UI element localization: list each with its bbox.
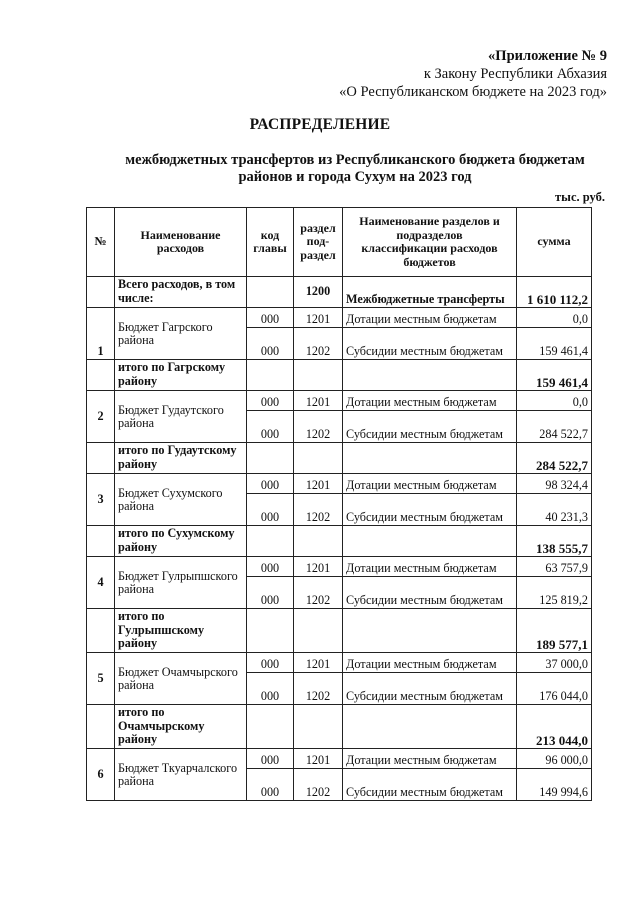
region-number: 5 (87, 653, 115, 705)
sum-cell: 176 044,0 (517, 673, 592, 705)
subtotal-section-cell (294, 443, 343, 474)
section-cell: 1202 (294, 328, 343, 360)
appendix-number: «Приложение № 9 (488, 48, 607, 64)
table-row (87, 308, 592, 328)
sum-cell: 0,0 (517, 308, 592, 328)
total-name: Всего расходов, в том числе: (115, 277, 247, 308)
section-cell: 1202 (294, 673, 343, 705)
subtotal-label: итого по Гагрскому району (115, 360, 247, 391)
subtotal-sum: 138 555,7 (517, 526, 592, 557)
section-name-cell: Дотации местным бюджетам (343, 653, 517, 673)
subtotal-num-cell (87, 526, 115, 557)
subtotal-code-cell (247, 609, 294, 653)
col-header-section-name: Наименование разделов и подразделов классификации расходов бюджетов (343, 208, 517, 277)
section-name-cell: Дотации местным бюджетам (343, 308, 517, 328)
code-cell: 000 (247, 673, 294, 705)
transfers-table (86, 207, 592, 801)
code-cell: 000 (247, 557, 294, 577)
total-section: 1200 (294, 277, 343, 308)
sum-cell: 98 324,4 (517, 474, 592, 494)
subtitle-line-2: районов и города Сухум на 2023 год (238, 169, 472, 185)
subtotal-label: итого по Сухумскому району (115, 526, 247, 557)
subtotal-code-cell (247, 705, 294, 749)
sum-cell: 0,0 (517, 391, 592, 411)
subtotal-row (87, 609, 592, 653)
total-row (87, 277, 592, 308)
table-row (87, 474, 592, 494)
region-number: 1 (87, 308, 115, 360)
subtotal-label: итого по Гулрыпшскому району (115, 609, 247, 653)
subtotal-label: итого по Гудаутскому району (115, 443, 247, 474)
code-cell: 000 (247, 391, 294, 411)
subtotal-code-cell (247, 526, 294, 557)
table-header-row (87, 208, 592, 277)
sum-cell: 37 000,0 (517, 653, 592, 673)
region-name: Бюджет Очамчырского района (115, 653, 247, 705)
section-cell: 1201 (294, 749, 343, 769)
section-name-cell: Дотации местным бюджетам (343, 749, 517, 769)
col-header-sum: сумма (517, 208, 592, 277)
section-name-cell: Субсидии местным бюджетам (343, 769, 517, 801)
subtotal-sum: 159 461,4 (517, 360, 592, 391)
table-row (87, 749, 592, 769)
section-name-cell: Субсидии местным бюджетам (343, 328, 517, 360)
section-cell: 1201 (294, 308, 343, 328)
section-cell: 1202 (294, 494, 343, 526)
section-cell: 1202 (294, 411, 343, 443)
subtotal-desc-cell (343, 443, 517, 474)
page-title: РАСПРЕДЕЛЕНИЕ (249, 116, 391, 133)
table-row (87, 653, 592, 673)
sum-cell: 63 757,9 (517, 557, 592, 577)
section-cell: 1201 (294, 474, 343, 494)
code-cell: 000 (247, 328, 294, 360)
code-cell: 000 (247, 411, 294, 443)
sum-cell: 40 231,3 (517, 494, 592, 526)
subtotal-desc-cell (343, 526, 517, 557)
section-name-cell: Дотации местным бюджетам (343, 474, 517, 494)
code-cell: 000 (247, 308, 294, 328)
subtotal-row (87, 526, 592, 557)
code-cell: 000 (247, 653, 294, 673)
code-cell: 000 (247, 494, 294, 526)
sum-cell: 284 522,7 (517, 411, 592, 443)
subtotal-row (87, 360, 592, 391)
region-name: Бюджет Гудаутского района (115, 391, 247, 443)
table-row (87, 557, 592, 577)
section-name-cell: Субсидии местным бюджетам (343, 673, 517, 705)
section-name-cell: Дотации местным бюджетам (343, 557, 517, 577)
subtotal-num-cell (87, 443, 115, 474)
subtitle-line-1: межбюджетных трансфертов из Республиканского бюджета бюджетам (125, 152, 585, 168)
section-cell: 1201 (294, 557, 343, 577)
code-cell: 000 (247, 577, 294, 609)
sum-cell: 159 461,4 (517, 328, 592, 360)
total-section-name: Межбюджетные трансферты (343, 277, 517, 308)
region-number: 3 (87, 474, 115, 526)
subtotal-sum: 284 522,7 (517, 443, 592, 474)
code-cell: 000 (247, 769, 294, 801)
subtotal-desc-cell (343, 609, 517, 653)
subtotal-sum: 189 577,1 (517, 609, 592, 653)
col-header-num: № (87, 208, 115, 277)
region-number: 2 (87, 391, 115, 443)
subtotal-num-cell (87, 360, 115, 391)
subtotal-section-cell (294, 705, 343, 749)
unit-label: тыс. руб. (555, 190, 605, 204)
subtotal-label: итого по Очамчырскому району (115, 705, 247, 749)
section-name-cell: Субсидии местным бюджетам (343, 411, 517, 443)
subtotal-num-cell (87, 609, 115, 653)
total-code-cell (247, 277, 294, 308)
region-number: 4 (87, 557, 115, 609)
subtotal-sum: 213 044,0 (517, 705, 592, 749)
section-cell: 1202 (294, 769, 343, 801)
subtotal-section-cell (294, 609, 343, 653)
code-cell: 000 (247, 749, 294, 769)
region-number: 6 (87, 749, 115, 801)
subtotal-section-cell (294, 526, 343, 557)
table-row (87, 391, 592, 411)
col-header-code: код главы (247, 208, 294, 277)
region-name: Бюджет Гулрыпшского района (115, 557, 247, 609)
subtotal-desc-cell (343, 705, 517, 749)
region-name: Бюджет Ткуарчалского района (115, 749, 247, 801)
subtotal-num-cell (87, 705, 115, 749)
subtotal-row (87, 443, 592, 474)
subtotal-desc-cell (343, 360, 517, 391)
section-cell: 1201 (294, 653, 343, 673)
col-header-section: раздел под-раздел (294, 208, 343, 277)
subtotal-code-cell (247, 443, 294, 474)
page-subtitle (100, 152, 610, 186)
sum-cell: 125 819,2 (517, 577, 592, 609)
total-num-cell (87, 277, 115, 308)
section-name-cell: Субсидии местным бюджетам (343, 494, 517, 526)
sum-cell: 96 000,0 (517, 749, 592, 769)
subtotal-code-cell (247, 360, 294, 391)
appendix-header (339, 47, 607, 101)
section-cell: 1202 (294, 577, 343, 609)
col-header-name: Наименование расходов (115, 208, 247, 277)
region-name: Бюджет Сухумского района (115, 474, 247, 526)
region-name: Бюджет Гагрского района (115, 308, 247, 360)
subtotal-row (87, 705, 592, 749)
section-name-cell: Дотации местным бюджетам (343, 391, 517, 411)
sum-cell: 149 994,6 (517, 769, 592, 801)
code-cell: 000 (247, 474, 294, 494)
section-cell: 1201 (294, 391, 343, 411)
total-sum: 1 610 112,2 (517, 277, 592, 308)
subtotal-section-cell (294, 360, 343, 391)
budget-law-title: «О Республиканском бюджете на 2023 год» (339, 84, 607, 100)
section-name-cell: Субсидии местным бюджетам (343, 577, 517, 609)
law-reference: к Закону Республики Абхазия (423, 66, 607, 82)
